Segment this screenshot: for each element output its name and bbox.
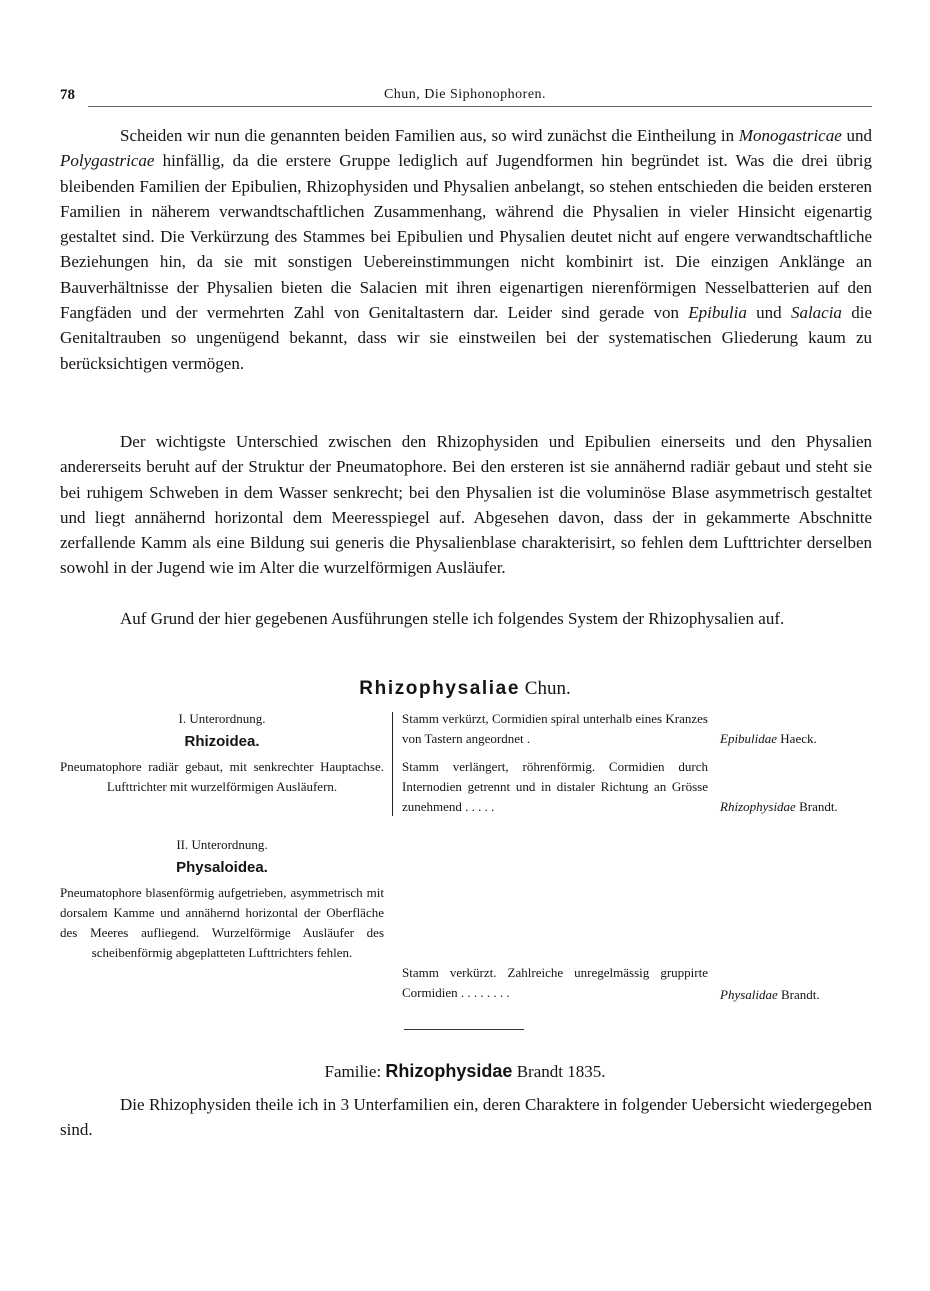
system-title — [0, 678, 930, 700]
italic-term: Salacia — [790, 303, 842, 323]
family-name: Physalidae — [720, 987, 778, 1002]
entry-epibulidae — [402, 709, 708, 749]
order1-description: Pneumatophore radiär gebaut, mit senkrechter Hauptachse. Lufttrichter mit wurzelförmigen Ausläufern. — [60, 759, 384, 794]
text-run: und — [746, 303, 791, 323]
family-epibulidae — [720, 729, 817, 749]
text-run: die Genitaltrauben so ungenügend bekannt, dass wir sie einstweilen bei der systematischen Gliederung kaum zu berücksichtigen vermögen. — [60, 303, 872, 373]
order2-label: II. Unterordnung. — [176, 837, 268, 852]
family-authority: Brandt. — [799, 799, 838, 814]
italic-term: Polygastricae — [60, 151, 155, 171]
entry-description: Stamm verkürzt. Zahlreiche unregelmässig gruppirte Cormidien — [402, 965, 708, 1000]
entry-dots: . . . . . . . . — [460, 985, 510, 1000]
family-name: Rhizophysidae — [720, 799, 796, 814]
entry-description: Stamm verkürzt, Cormidien spiral unterhalb eines Kranzes von Tastern angeordnet — [402, 711, 708, 746]
paragraph-1 — [60, 123, 872, 376]
family-rhizophysidae — [720, 797, 838, 817]
page-number: 78 — [60, 87, 75, 103]
family-text: Die Rhizophysiden theile ich in 3 Unterfamilien ein, deren Charaktere in folgender Uebersicht wiedergegeben sind. — [60, 1095, 872, 1140]
entry-description: Stamm verlängert, röhrenförmig. Cormidien durch Internodien getrennt und in distaler Richtung an Grösse zunehmend — [402, 759, 708, 814]
entry-dots: . . . . . — [465, 799, 495, 814]
entry-rhizophysidae — [402, 757, 708, 817]
system-name: Rhizophysaliae — [359, 678, 521, 699]
family-heading-name: Rhizophysidae — [385, 1061, 513, 1081]
text-run: hinfällig, da die erstere Gruppe lediglich auf Jugendformen hin begründet ist. Was die drei übrig bleibenden Familien der Epibulien, Rhizophysiden und Physalien anbelangt, so stehen entschieden die beiden ersteren Familien in näherem verwandtschaftlichen Zusammenhang, während die Physalien in vieler Hinsicht eigenartig gestaltet sind. Die Verkürzung des Stammes bei Epibulien und Physalien deutet nicht auf engere verwandtschaftliche Beziehungen hin, da sie mit sonstigen Uebereinstimmungen nicht kombinirt ist. Die einzigen Anklänge an Bauverhältnisse der Physalien bieten die Salacien mit ihren eigenartigen nierenförmigen Nesselbatterien auf den Fangfäden und der vermehrten Zahl von Genitaltastern dar. Leider sind gerade von — [60, 151, 872, 323]
system-author: Chun. — [524, 678, 571, 699]
text-run: Der wichtigste Unterschied zwischen den Rhizophysiden und Epibulien einerseits und den Physalien andererseits beruht auf der Struktur der Pneumatophore. Bei den ersteren ist sie annähernd radiär gebaut und steht sie bei ruhigem Schweben in dem Wasser senkrecht; bei den Physalien ist die voluminöse Blase asymmetrisch gestaltet und liegt annähernd horizontal dem Meeresspiegel auf. Abgesehen davon, dass der in gekammerte Abschnitte zerfallende Kamm als eine Bildung sui generis die Physalienblase charakterisirt, so fehlen dem Lufttrichter derselben sowohl in der Jugend wie im Alter die wurzelförmigen Ausläufer. — [60, 432, 872, 578]
entry-dots: . — [526, 731, 531, 746]
order1-label: I. Unterordnung. — [178, 711, 266, 726]
italic-term: Monogastricae — [738, 126, 842, 145]
family-authority: Haeck. — [780, 731, 817, 746]
header-rule — [88, 106, 872, 107]
running-title: Chun, Die Siphonophoren. — [383, 87, 547, 102]
family-prefix: Familie: — [324, 1062, 382, 1081]
italic-term: Epibulia — [688, 303, 747, 323]
brace — [392, 712, 399, 816]
family-heading — [0, 1061, 930, 1082]
entry-physalidae — [402, 963, 708, 1003]
order1-name: Rhizoidea. — [184, 733, 260, 750]
section-separator — [404, 1029, 524, 1030]
order2-name: Physaloidea. — [176, 859, 268, 876]
family-physalidae — [720, 985, 820, 1005]
family-name: Epibulidae — [720, 731, 778, 746]
family-heading-authority: Brandt 1835. — [516, 1062, 606, 1081]
text-run: Auf Grund der hier gegebenen Ausführungen stelle ich folgendes System der Rhizophysalien auf. — [120, 609, 785, 628]
family-authority: Brandt. — [781, 987, 820, 1002]
paragraph-2 — [60, 429, 872, 581]
order2-description: Pneumatophore blasenförmig aufgetrieben, asymmetrisch mit dorsalem Kamme und annähernd horizontal der Oberfläche des Meeres aufliegend. Wurzelförmige Ausläufer des scheibenförmig abgeplatteten Lufttrichters fehlen. — [60, 885, 384, 960]
text-run: Scheiden wir nun die genannten beiden Familien aus, so wird zunächst die Eintheilung in — [120, 126, 739, 145]
family-paragraph — [60, 1092, 872, 1143]
text-run: und — [841, 126, 872, 145]
paragraph-3 — [60, 606, 872, 631]
